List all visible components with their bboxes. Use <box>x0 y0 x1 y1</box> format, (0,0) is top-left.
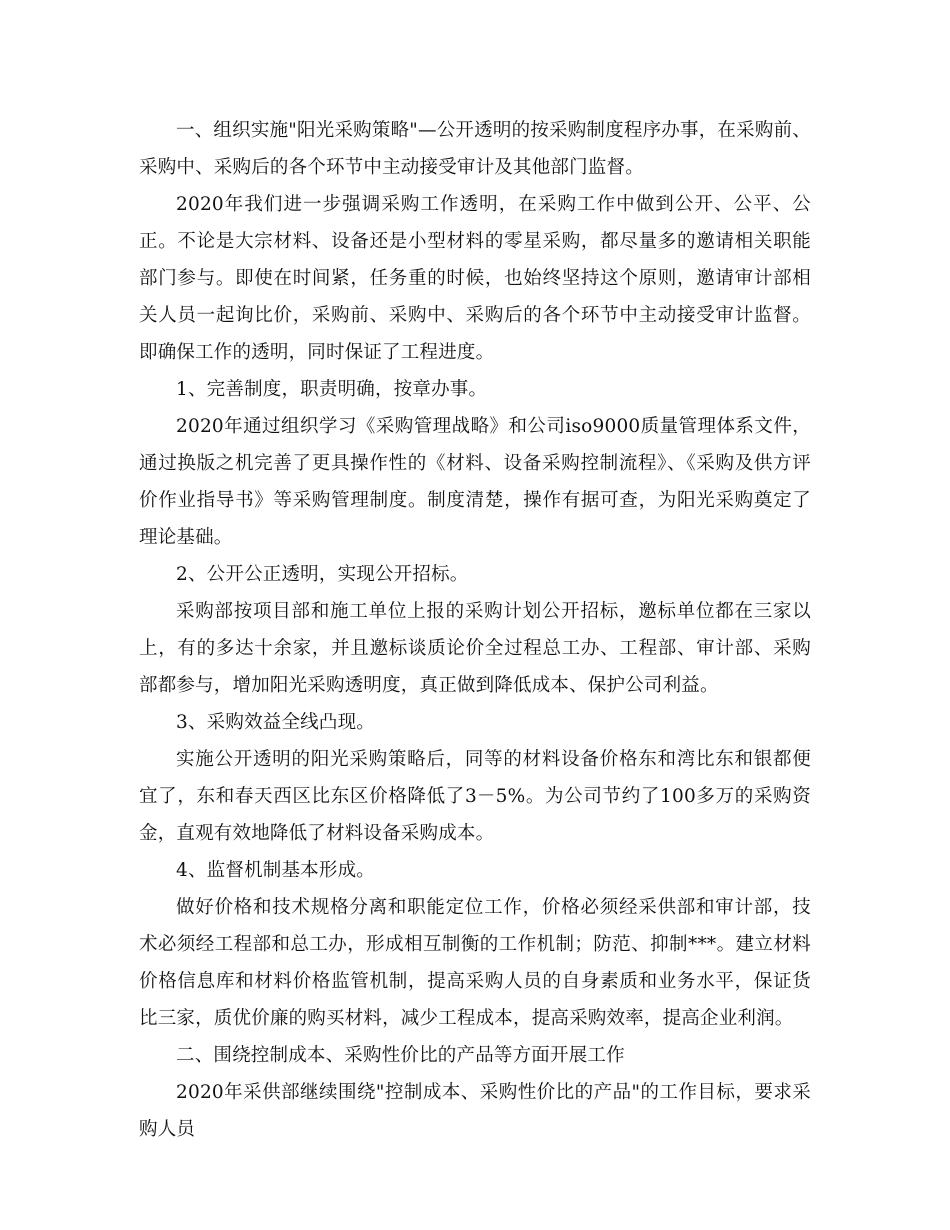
paragraph-item-4-heading: 4、监督机制基本形成。 <box>176 860 375 881</box>
paragraph-item-4-body: 做好价格和技术规格分离和职能定位工作，价格必须经采供部和审计部，技术必须经工程部和总工办，形成相互制衡的工作机制；防范、抑制***。建立材料价格信息库和材料价格监管机制，提高采购人员的自身素质和业务水平，保证货比三家，质优价廉的购买材料，减少工程成本，提高采购效率，提高企业利润。 <box>139 897 811 1029</box>
paragraph-section-two-body: 2020年采供部继续围绕"控制成本、采购性价比的产品"的工作目标，要求采购人员 <box>139 1082 811 1140</box>
paragraph-item-1-body: 2020年通过组织学习《采购管理战略》和公司iso9000质量管理体系文件，通过换版之机完善了更具操作性的《材料、设备采购控制流程》、《采购及供方评价作业指导书》等采购管理制度。制度清楚，操作有据可查，为阳光采购奠定了理论基础。 <box>139 416 811 548</box>
paragraph-transparency: 2020年我们进一步强调采购工作透明，在采购工作中做到公开、公平、公正。不论是大宗材料、设备还是小型材料的零星采购，都尽量多的邀请相关职能部门参与。即使在时间紧，任务重的时候，也始终坚持这个原则，邀请审计部相关人员一起询比价，采购前、采购中、采购后的各个环节中主动接受审计监督。即确保工作的透明，同时保证了工程进度。 <box>139 194 811 363</box>
paragraph-item-3-body: 实施公开透明的阳光采购策略后，同等的材料设备价格东和湾比东和银都便宜了，东和春天西区比东区价格降低了3－5%。为公司节约了100多万的采购资金，直观有效地降低了材料设备采购成本。 <box>139 749 811 844</box>
paragraph-item-1-heading: 1、完善制度，职责明确，按章办事。 <box>176 379 488 400</box>
paragraph-section-one-heading: 一、组织实施"阳光采购策略"—公开透明的按采购制度程序办事，在采购前、采购中、采购后的各个环节中主动接受审计及其他部门监督。 <box>139 120 811 178</box>
paragraph-item-2-heading: 2、公开公正透明，实现公开招标。 <box>176 564 469 585</box>
paragraph-section-two-heading: 二、围绕控制成本、采购性价比的产品等方面开展工作 <box>176 1045 625 1066</box>
document-body <box>139 112 811 1148</box>
paragraph-item-2-body: 采购部按项目部和施工单位上报的采购计划公开招标，邀标单位都在三家以上，有的多达十余家，并且邀标谈质论价全过程总工办、工程部、审计部、采购部都参与，增加阳光采购透明度，真正做到降低成本、保护公司利益。 <box>139 601 811 696</box>
paragraph-item-3-heading: 3、采购效益全线凸现。 <box>176 712 375 733</box>
